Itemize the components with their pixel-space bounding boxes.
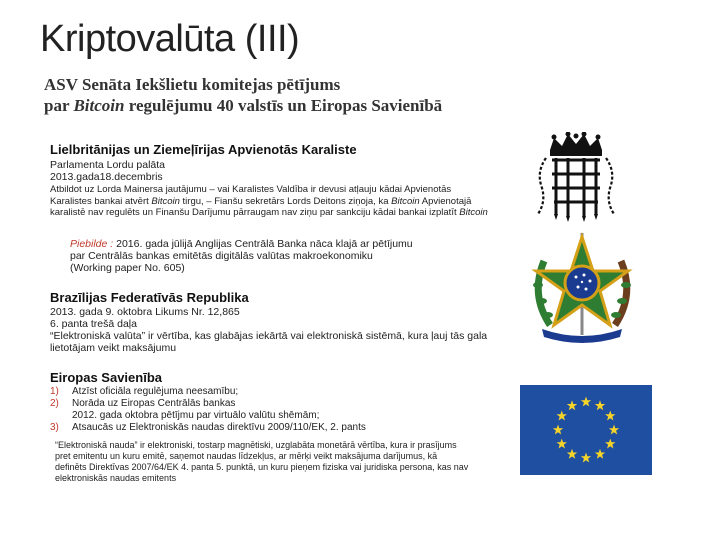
list-number: 1) bbox=[50, 386, 59, 397]
uk-heading: Lielbritānijas un Ziemeļīrijas Apvienotās Karaliste bbox=[50, 142, 357, 157]
eu-flag-icon bbox=[520, 385, 652, 475]
list-text-cont: 2012. gada oktobra pētījmu par virtuālo valūtu shēmām; bbox=[72, 410, 320, 421]
list-item bbox=[50, 422, 450, 434]
eu-list bbox=[50, 386, 450, 434]
uk-parliament-portcullis-icon bbox=[528, 132, 624, 222]
brazil-heading: Brazīlijas Federatīvās Republika bbox=[50, 290, 249, 305]
eu-quote-line-2: pret emitentu un kuru emitē, saņemot naudas līdzekļus, ar mērķi veikt maksājuma darījumus, kā bbox=[55, 451, 438, 461]
uk-text-3a: karalistē nav regulēts un Finanšu Darījumu pārraugam nav ziņu par sankciju kādai bankai izplatīt bbox=[50, 207, 460, 218]
page-subtitle bbox=[44, 74, 442, 116]
brazil-line-1: 2013. gada 9. oktobra Likums Nr. 12,865 bbox=[50, 306, 240, 318]
subtitle-line-2 bbox=[44, 95, 442, 116]
page-title: Kriptovalūta (III) bbox=[40, 18, 300, 60]
eu-quote-line-3: definēts Direktīvas 2007/64/EK 4. panta 5. punktā, un kuru pieņem fiziska vai juridiska persona, kas nav bbox=[55, 462, 469, 472]
list-number: 2) bbox=[50, 398, 59, 409]
uk-text-line-1: Atbildot uz Lorda Mainersa jautājumu – vai Karalistes Valdība ir devusi atļauju kādai Apvienotās bbox=[50, 184, 452, 195]
uk-text-2e: Apvienotajā bbox=[419, 195, 472, 207]
list-text: Atsaucās uz Elektroniskās naudas direktīvu 2009/110/EK, 2. pants bbox=[72, 422, 366, 433]
subtitle-line-2-post: regulējumu 40 valstīs un Eiropas Savienībā bbox=[124, 96, 443, 115]
brazil-coat-of-arms-icon bbox=[520, 225, 645, 350]
uk-text-2a: Karalistes bankai atvērt bbox=[50, 195, 152, 207]
uk-note-line-2: par Centrālās bankas emitētās digitālās valūtas makroekonomiku bbox=[70, 250, 373, 262]
eu-quote-line-4: elektroniskās naudas emitents bbox=[55, 473, 177, 483]
uk-source bbox=[50, 159, 165, 183]
note-label: Piebilde : bbox=[70, 238, 114, 250]
uk-text-line-2 bbox=[50, 196, 520, 208]
uk-text-3b: Bitcoin bbox=[459, 207, 488, 218]
uk-source-line-1: Parlamenta Lordu palāta bbox=[50, 159, 165, 171]
eu-heading: Eiropas Savienība bbox=[50, 370, 162, 385]
subtitle-bitcoin: Bitcoin bbox=[73, 96, 125, 115]
uk-text-2d: Bitcoin bbox=[391, 195, 420, 207]
brazil-text bbox=[50, 306, 520, 354]
eu-quote-line-1: “Elektroniskā nauda” ir elektroniski, tostarp magnētiski, uzglabāta monetārā vērtība, kura ir prasījums bbox=[55, 440, 457, 450]
list-item bbox=[50, 398, 450, 422]
uk-text-2b: Bitcoin bbox=[151, 195, 180, 207]
list-text: Norāda uz Eiropas Centrālās bankas bbox=[72, 398, 236, 409]
uk-text-line-3 bbox=[50, 207, 520, 219]
list-text: Atzīst oficiāla regulējuma neesamību; bbox=[72, 386, 239, 397]
brazil-line-4: lietotājam veikt maksājumu bbox=[50, 342, 177, 354]
uk-note-1: 2016. gada jūlijā Anglijas Centrālā Banka nāca klajā ar pētījumu bbox=[113, 238, 413, 250]
uk-note-line-3: (Working paper No. 605) bbox=[70, 262, 185, 274]
list-item bbox=[50, 386, 450, 398]
uk-source-line-2: 2013.gada18.decembris bbox=[50, 171, 163, 183]
brazil-line-3: “Elektroniskā valūta” ir vērtība, kas glabājas iekārtā vai elektroniskā sistēmā, kura ļauj tās gala bbox=[50, 330, 488, 342]
uk-text bbox=[50, 184, 520, 219]
subtitle-line-1: ASV Senāta Iekšlietu komitejas pētījums bbox=[44, 75, 341, 94]
list-number: 3) bbox=[50, 422, 59, 433]
subtitle-line-2-pre: par bbox=[44, 96, 74, 115]
uk-text-2c: tirgu, – Fianšu sekretārs Lords Deitons ziņoja, ka bbox=[179, 195, 392, 207]
uk-note bbox=[70, 238, 470, 274]
eu-quote bbox=[55, 440, 515, 484]
uk-note-line-1 bbox=[70, 238, 470, 250]
brazil-line-2: 6. panta trešā daļa bbox=[50, 318, 137, 330]
